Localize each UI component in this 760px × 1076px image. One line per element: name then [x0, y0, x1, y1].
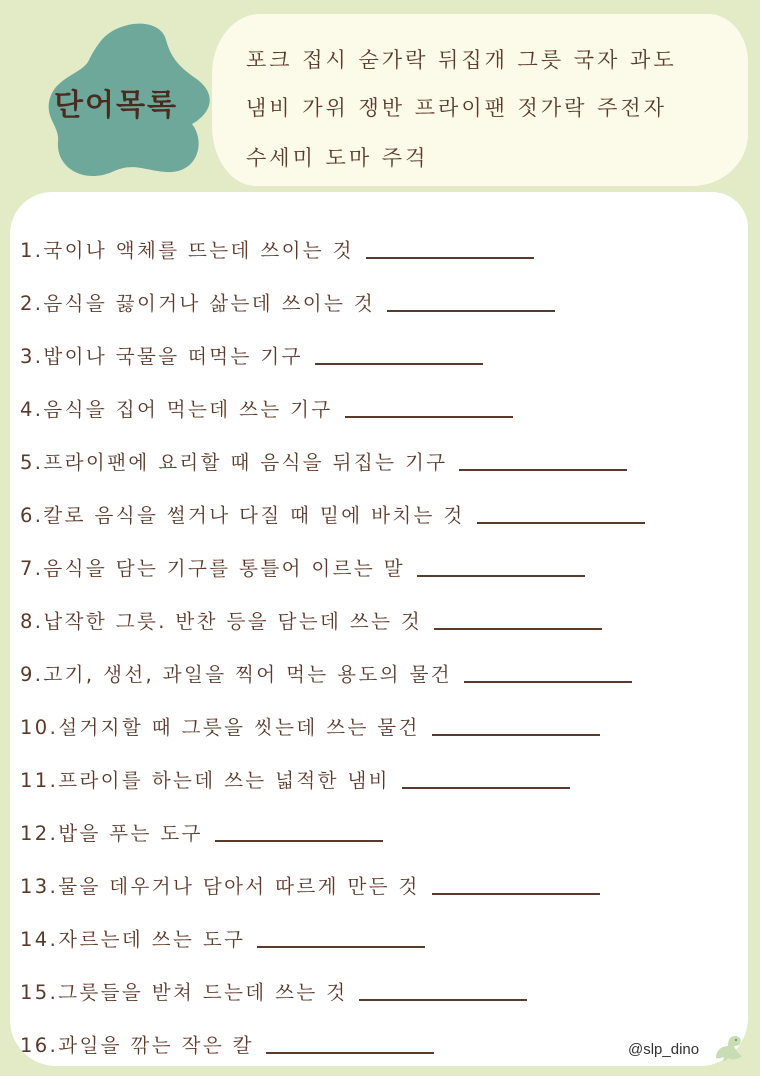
answer-blank[interactable] — [315, 363, 483, 365]
answer-blank[interactable] — [434, 628, 602, 630]
answer-blank[interactable] — [459, 469, 627, 471]
title-blob — [38, 22, 228, 190]
dino-icon — [712, 1032, 746, 1062]
question-text: 15.그릇들을 받쳐 드는데 쓰는 것 — [20, 981, 348, 1004]
question-text: 16.과일을 깎는 작은 칼 — [20, 1034, 254, 1057]
credit-text: @slp_dino — [628, 1041, 700, 1058]
word-bank — [212, 14, 748, 186]
answer-blank[interactable] — [417, 575, 585, 577]
answer-blank[interactable] — [366, 257, 534, 259]
question-item — [20, 288, 555, 316]
question-item — [20, 394, 513, 422]
answer-blank[interactable] — [432, 734, 600, 736]
word-bank-row: 포크 접시 숟가락 뒤집개 그릇 국자 과도 — [246, 48, 677, 72]
question-item — [20, 1030, 434, 1058]
answer-blank[interactable] — [266, 1052, 434, 1054]
question-item — [20, 606, 602, 634]
question-text: 7.음식을 담는 기구를 통틀어 이르는 말 — [20, 557, 405, 580]
question-item — [20, 977, 527, 1005]
word-bank-row: 수세미 도마 주걱 — [246, 146, 429, 170]
answer-blank[interactable] — [215, 840, 383, 842]
question-text: 11.프라이를 하는데 쓰는 넓적한 냄비 — [20, 769, 390, 792]
answer-blank[interactable] — [464, 681, 632, 683]
answer-blank[interactable] — [257, 946, 425, 948]
question-text: 6.칼로 음식을 썰거나 다질 때 밑에 바치는 것 — [20, 504, 465, 527]
question-item — [20, 712, 600, 740]
question-text: 10.설거지할 때 그릇을 씻는데 쓰는 물건 — [20, 716, 420, 739]
answer-blank[interactable] — [402, 787, 570, 789]
question-text: 8.납작한 그릇. 반찬 등을 담는데 쓰는 것 — [20, 610, 423, 633]
question-text: 4.음식을 집어 먹는데 쓰는 기구 — [20, 398, 333, 421]
question-text: 3.밥이나 국물을 떠먹는 기구 — [20, 345, 303, 368]
question-text: 9.고기, 생선, 과일을 찍어 먹는 용도의 물건 — [20, 663, 452, 686]
question-text: 14.자르는데 쓰는 도구 — [20, 928, 246, 951]
question-item — [20, 871, 600, 899]
question-item — [20, 924, 425, 952]
question-text: 1.국이나 액체를 뜨는데 쓰이는 것 — [20, 239, 354, 262]
answer-blank[interactable] — [432, 893, 600, 895]
question-item — [20, 235, 534, 263]
question-text: 13.물을 데우거나 담아서 따르게 만든 것 — [20, 875, 420, 898]
answer-blank[interactable] — [387, 310, 555, 312]
answer-blank[interactable] — [477, 522, 645, 524]
question-item — [20, 818, 383, 846]
answer-blank[interactable] — [359, 999, 527, 1001]
question-item — [20, 765, 570, 793]
question-item — [20, 553, 585, 581]
word-bank-row: 냄비 가위 쟁반 프라이팬 젓가락 주전자 — [246, 96, 667, 120]
question-item — [20, 659, 632, 687]
answer-blank[interactable] — [345, 416, 513, 418]
question-text: 2.음식을 끓이거나 삶는데 쓰이는 것 — [20, 292, 376, 315]
question-item — [20, 500, 645, 528]
question-text: 5.프라이팬에 요리할 때 음식을 뒤집는 기구 — [20, 451, 448, 474]
page-title: 단어목록 — [54, 88, 178, 123]
question-item — [20, 341, 483, 369]
question-item — [20, 447, 627, 475]
question-text: 12.밥을 푸는 도구 — [20, 822, 203, 845]
